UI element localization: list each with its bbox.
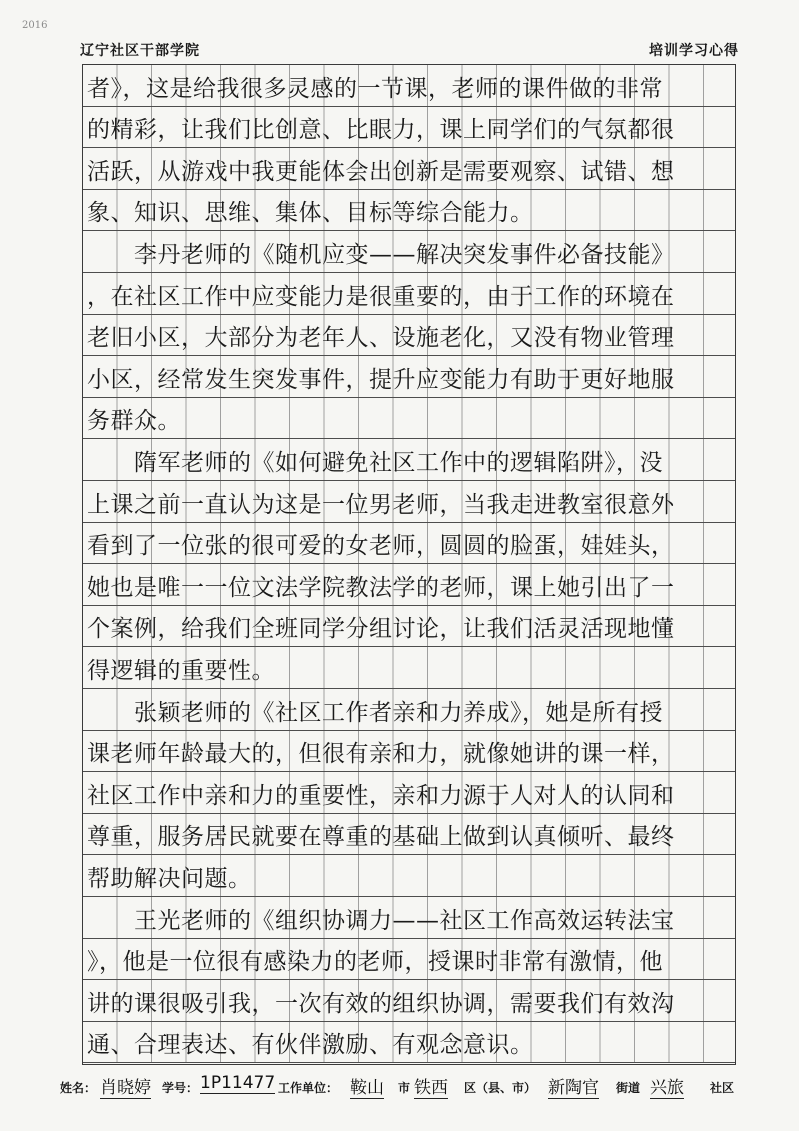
text-line-content: 社区工作中亲和力的重要性，亲和力源于人对人的认同和 — [87, 782, 675, 809]
institution-name: 辽宁社区干部学院 — [80, 43, 200, 59]
text-line — [83, 315, 735, 357]
city-value: 鞍山 — [350, 1073, 384, 1099]
text-line-content: 张颖老师的《社区工作者亲和力养成》，她是所有授 — [87, 699, 663, 726]
corner-mark: 2016 — [22, 20, 48, 31]
text-line — [83, 148, 735, 190]
text-line-content: 的精彩，让我们比创意、比眼力，课上同学们的气氛都很 — [87, 117, 675, 144]
text-line-content: 课老师年龄最大的，但很有亲和力，就像她讲的课一样， — [87, 741, 675, 768]
text-line — [83, 439, 735, 481]
text-line-content: 活跃，从游戏中我更能体会出创新是需要观察、试错、想 — [87, 158, 675, 185]
text-line-content: 者》，这是给我很多灵感的一节课，老师的课件做的非常 — [87, 75, 663, 102]
text-line — [83, 814, 735, 856]
text-line — [83, 980, 735, 1022]
text-line-content: 得逻辑的重要性。 — [87, 657, 275, 684]
text-line-content: 上课之前一直认为这是一位男老师，当我走进教室很意外 — [87, 491, 675, 518]
text-line — [83, 855, 735, 897]
district-label: 区（县、市） — [464, 1081, 537, 1095]
id-label: 学号： — [162, 1081, 199, 1095]
text-line-content: 》，他是一位很有感染力的老师，授课时非常有激情，他 — [87, 949, 663, 976]
text-line-content: 务群众。 — [87, 408, 181, 435]
text-line — [83, 1022, 735, 1064]
text-line — [83, 939, 735, 981]
text-line — [83, 190, 735, 232]
street-label: 街道 — [616, 1081, 641, 1095]
document-type: 培训学习心得 — [649, 43, 739, 59]
page-header — [80, 40, 739, 60]
name-value: 肖晓婷 — [100, 1073, 151, 1099]
text-line-content: 老旧小区，大部分为老年人、设施老化，又没有物业管理 — [87, 325, 675, 352]
text-line — [83, 523, 735, 565]
city-label: 市 — [398, 1081, 411, 1095]
text-line-content: 看到了一位张的很可爱的女老师，圆圆的脸蛋，娃娃头， — [87, 533, 675, 560]
text-line-content: 王光老师的《组织协调力——社区工作高效运转法宝 — [87, 907, 675, 934]
text-line-content: 讲的课很吸引我，一次有效的组织协调，需要我们有效沟 — [87, 990, 675, 1017]
community-label: 社区 — [710, 1081, 735, 1095]
text-line — [83, 897, 735, 939]
text-line-content: 隋军老师的《如何避免社区工作中的逻辑陷阱》，没 — [87, 449, 663, 476]
text-line-content: 她也是唯一一位文法学院教法学的老师，课上她引出了一 — [87, 574, 675, 601]
id-value: 1P11477 — [200, 1073, 276, 1093]
text-line — [83, 107, 735, 149]
text-line — [83, 606, 735, 648]
text-line-content: 李丹老师的《随机应变——解决突发事件必备技能》 — [87, 241, 675, 268]
street-value: 新陶官 — [548, 1073, 599, 1099]
name-label: 姓名： — [60, 1081, 97, 1095]
text-line-content: 个案例，给我们全班同学分组讨论，让我们活灵活现地懂 — [87, 616, 675, 643]
text-line-content: 帮助解决问题。 — [87, 865, 252, 892]
district-value: 铁西 — [414, 1073, 448, 1099]
text-line — [83, 689, 735, 731]
text-line — [83, 273, 735, 315]
text-line — [83, 231, 735, 273]
text-line — [83, 772, 735, 814]
text-line-content: 象、知识、思维、集体、目标等综合能力。 — [87, 200, 534, 227]
text-line-content: ，在社区工作中应变能力是很重要的，由于工作的环境在 — [87, 283, 675, 310]
author-info-footer — [60, 1073, 760, 1101]
text-line — [83, 356, 735, 398]
writing-grid — [82, 64, 736, 1065]
text-line — [83, 65, 735, 107]
text-line — [83, 564, 735, 606]
text-line — [83, 398, 735, 440]
unit-label: 工作单位： — [278, 1081, 339, 1095]
text-line — [83, 731, 735, 773]
text-line — [83, 647, 735, 689]
community-value: 兴旅 — [650, 1073, 684, 1099]
text-line — [83, 481, 735, 523]
text-line-content: 尊重，服务居民就要在尊重的基础上做到认真倾听、最终 — [87, 824, 675, 851]
text-line-content: 小区，经常发生突发事件，提升应变能力有助于更好地服 — [87, 366, 675, 393]
text-line-content: 通、合理表达、有伙伴激励、有观念意识。 — [87, 1032, 534, 1059]
